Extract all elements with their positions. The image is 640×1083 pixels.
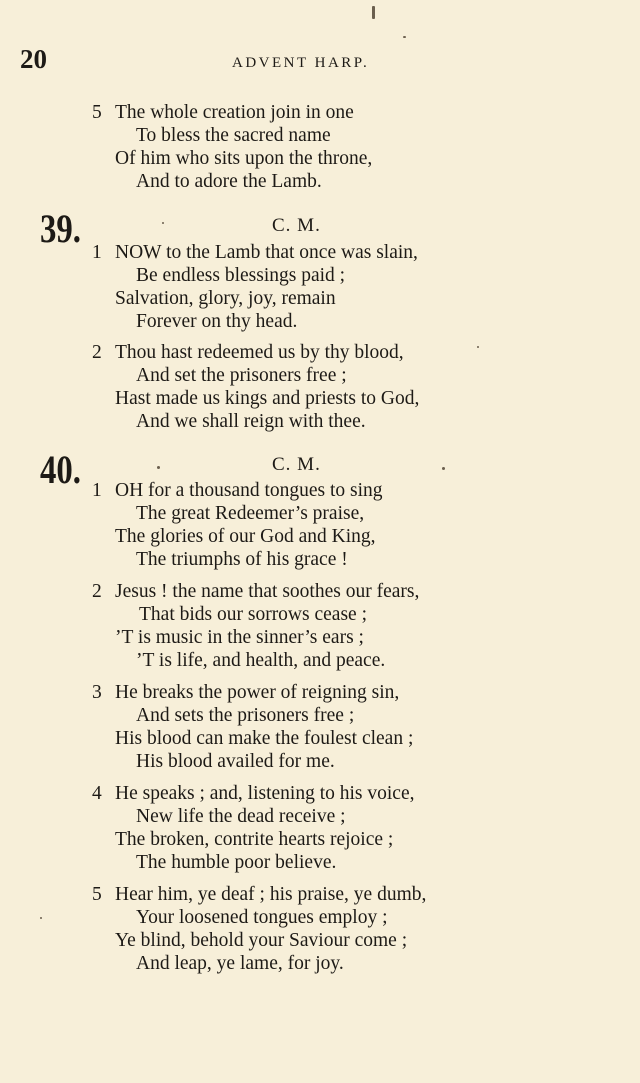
verse-line: Salvation, glory, joy, remain xyxy=(115,288,336,309)
verse-line: Your loosened tongues employ ; xyxy=(136,907,388,928)
verse-line: New life the dead receive ; xyxy=(136,806,346,827)
verse-line: ’T is music in the sinner’s ears ; xyxy=(115,627,364,648)
meter-label: C. M. xyxy=(272,215,321,236)
ink-speck xyxy=(477,346,479,348)
verse-line: NOW to the Lamb that once was slain, xyxy=(115,242,418,263)
verse-line: The humble poor believe. xyxy=(136,852,337,873)
verse-line: The whole creation join in one xyxy=(115,102,354,123)
verse-line: His blood can make the foulest clean ; xyxy=(115,728,414,749)
ink-speck xyxy=(157,466,160,469)
verse-line: That bids our sorrows cease ; xyxy=(139,604,367,625)
verse-line: Ye blind, behold your Saviour come ; xyxy=(115,930,408,951)
verse-line: And we shall reign with thee. xyxy=(136,411,366,432)
verse-line: The triumphs of his grace ! xyxy=(136,549,348,570)
verse-line: His blood availed for me. xyxy=(136,751,335,772)
page-number: 20 xyxy=(20,44,47,74)
verse-line: Of him who sits upon the throne, xyxy=(115,148,373,169)
verse-line: He breaks the power of reigning sin, xyxy=(115,682,400,703)
meter-label: C. M. xyxy=(272,454,321,475)
verse-line: The great Redeemer’s praise, xyxy=(136,503,365,524)
stanza-number: 2 xyxy=(92,581,102,602)
verse-line: He speaks ; and, listening to his voice, xyxy=(115,783,415,804)
verse-line: ’T is life, and health, and peace. xyxy=(136,650,386,671)
hymn-number: 39. xyxy=(40,206,81,251)
verse-line: Hear him, ye deaf ; his praise, ye dumb, xyxy=(115,884,427,905)
ink-speck xyxy=(403,36,406,38)
stanza-number: 1 xyxy=(92,480,102,501)
verse-line: And sets the prisoners free ; xyxy=(136,705,355,726)
verse-line: And to adore the Lamb. xyxy=(136,171,322,192)
ink-speck xyxy=(162,222,164,224)
running-title: ADVENT HARP. xyxy=(232,55,370,71)
ink-speck xyxy=(372,6,375,19)
verse-line: Jesus ! the name that soothes our fears, xyxy=(115,581,420,602)
stanza-number: 1 xyxy=(92,242,102,263)
verse-line: Thou hast redeemed us by thy blood, xyxy=(115,342,404,363)
stanza-number: 4 xyxy=(92,783,102,804)
verse-line: The broken, contrite hearts rejoice ; xyxy=(115,829,394,850)
verse-line: And leap, ye lame, for joy. xyxy=(136,953,344,974)
stanza-number: 5 xyxy=(92,102,102,123)
verse-line: Be endless blessings paid ; xyxy=(136,265,346,286)
verse-line: And set the prisoners free ; xyxy=(136,365,347,386)
verse-line: To bless the sacred name xyxy=(136,125,331,146)
hymn-number: 40. xyxy=(40,447,81,492)
stanza-number: 2 xyxy=(92,342,102,363)
verse-line: Forever on thy head. xyxy=(136,311,298,332)
ink-speck xyxy=(442,467,445,470)
stanza-number: 3 xyxy=(92,682,102,703)
verse-line: The glories of our God and King, xyxy=(115,526,376,547)
verse-line: Hast made us kings and priests to God, xyxy=(115,388,420,409)
stanza-number: 5 xyxy=(92,884,102,905)
ink-speck xyxy=(40,917,42,919)
verse-line: OH for a thousand tongues to sing xyxy=(115,480,383,501)
